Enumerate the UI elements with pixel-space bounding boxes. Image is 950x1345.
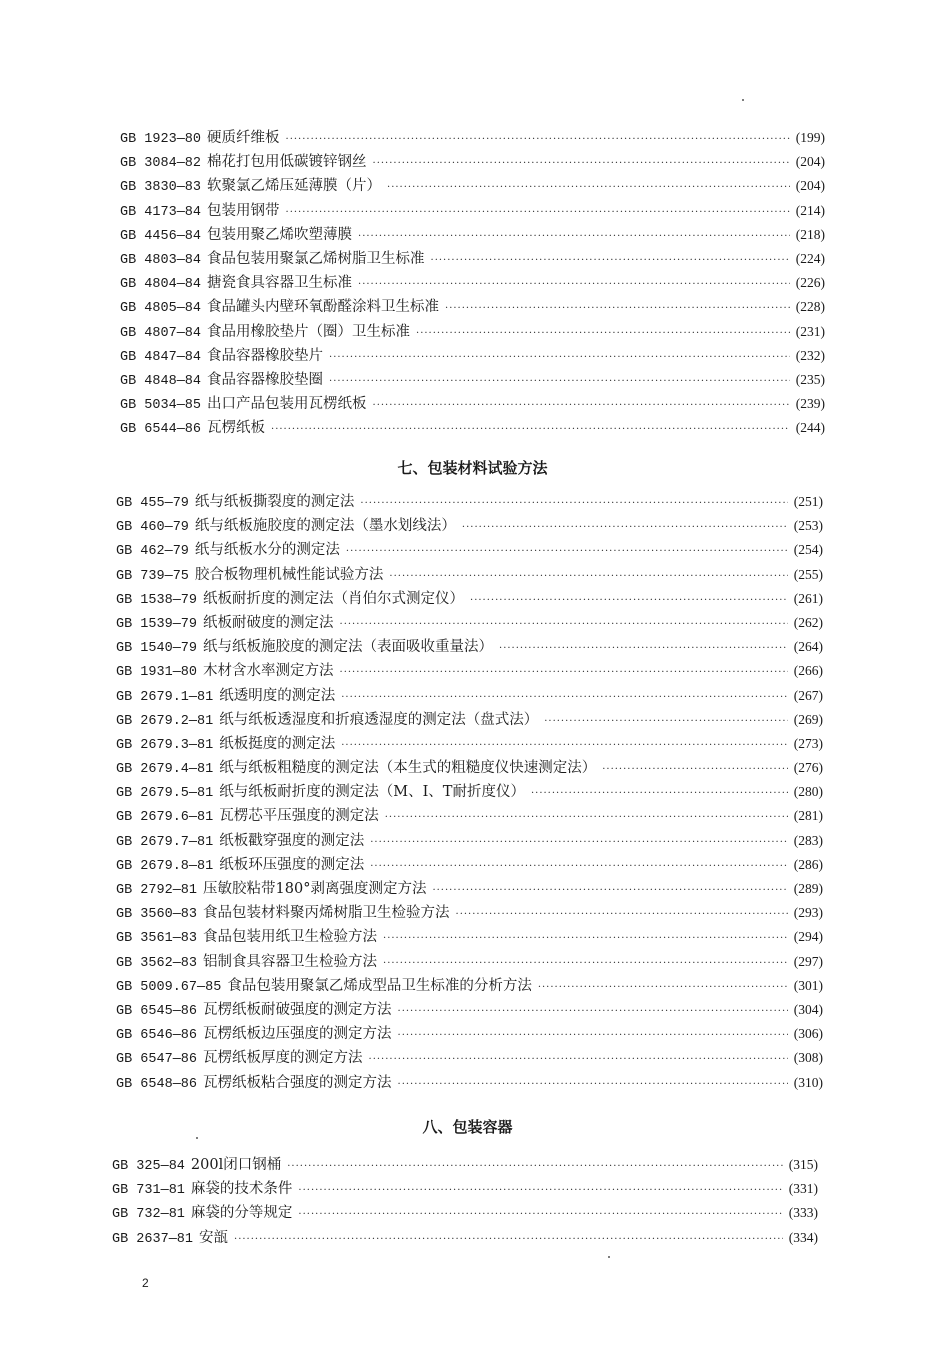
toc-section-seven xyxy=(116,490,823,1095)
entry-title: 纸板耐破度的测定法 xyxy=(203,614,334,631)
dot-leader xyxy=(470,589,788,613)
standard-code: GB 2679.2—81 xyxy=(116,713,214,729)
standard-code: GB 731—81 xyxy=(112,1183,185,1199)
page-reference: (218) xyxy=(795,226,825,242)
page-reference: (269) xyxy=(793,711,823,727)
toc-entry xyxy=(116,804,823,828)
dot-leader xyxy=(531,782,788,806)
dot-leader xyxy=(358,273,790,297)
toc-entry xyxy=(120,223,825,247)
standard-code: GB 4803—84 xyxy=(120,252,202,268)
page-reference: (294) xyxy=(793,929,823,945)
entry-title: 压敏胶粘带180°剥离强度测定方法 xyxy=(203,881,427,897)
entry-title: 纸与纸板耐折度的测定法（M、I、T耐折度仪） xyxy=(219,784,525,801)
toc-entry xyxy=(116,635,823,659)
entry-title: 铝制食具容器卫生检验方法 xyxy=(203,953,378,970)
entry-title: 棉花打包用低碳镀锌钢丝 xyxy=(207,154,367,171)
dot-leader xyxy=(234,1228,783,1252)
standard-code: GB 4456—84 xyxy=(120,228,202,244)
dot-leader xyxy=(298,1203,782,1227)
standard-code: GB 5034—85 xyxy=(120,398,202,414)
standard-code: GB 2679.3—81 xyxy=(116,737,214,753)
section-heading-eight: 八、包装容器 xyxy=(422,1118,513,1136)
standard-code: GB 2679.7—81 xyxy=(116,834,214,850)
standard-code: GB 5009.67—85 xyxy=(116,979,222,995)
standard-code: GB 455—79 xyxy=(116,496,189,511)
standard-code: GB 1539—79 xyxy=(116,616,198,632)
toc-entry xyxy=(116,514,823,538)
dot-leader xyxy=(346,540,788,564)
standard-code: GB 6548—86 xyxy=(116,1076,198,1092)
dot-leader xyxy=(341,734,788,758)
page-reference: (267) xyxy=(793,687,823,703)
entry-title: 纸与纸板撕裂度的测定法 xyxy=(194,494,355,510)
standard-code: GB 3560—83 xyxy=(116,907,198,923)
standard-code: GB 6544—86 xyxy=(120,422,202,438)
entry-title: 软聚氯乙烯压延薄膜（片） xyxy=(207,178,382,195)
page-reference: (308) xyxy=(793,1050,823,1066)
toc-entry xyxy=(112,1177,818,1201)
dot-leader xyxy=(373,152,790,176)
section-heading-seven: 七、包装材料试验方法 xyxy=(397,459,548,477)
page-reference: (228) xyxy=(795,299,825,315)
toc-entry xyxy=(116,732,823,756)
dot-leader xyxy=(416,322,790,346)
toc-entry xyxy=(116,659,823,683)
toc-entry xyxy=(116,998,823,1022)
page-reference: (266) xyxy=(793,663,823,679)
dot-leader xyxy=(544,710,788,734)
toc-entry xyxy=(116,708,823,732)
toc-entry xyxy=(112,1201,818,1225)
dot-leader xyxy=(398,1000,788,1024)
page-reference: (315) xyxy=(788,1157,818,1172)
page-reference: (304) xyxy=(793,1001,823,1017)
entry-title: 纸板环压强度的测定法 xyxy=(219,856,365,873)
page-reference: (289) xyxy=(793,881,823,896)
standard-code: GB 3084—82 xyxy=(120,156,202,172)
standard-code: GB 4805—84 xyxy=(120,301,202,317)
page-reference: (232) xyxy=(795,347,825,363)
standard-code: GB 4173—84 xyxy=(120,204,202,220)
standard-code: GB 4804—84 xyxy=(120,277,202,293)
dot-leader xyxy=(286,201,790,225)
page-reference: (264) xyxy=(793,639,823,655)
page-reference: (331) xyxy=(788,1181,818,1197)
entry-title: 包装用聚乙烯吹塑薄膜 xyxy=(207,226,353,243)
standard-code: GB 2679.5—81 xyxy=(116,786,214,802)
entry-title: 食品包装材料聚丙烯树脂卫生检验方法 xyxy=(203,905,450,922)
entry-title: 出口产品包装用瓦楞纸板 xyxy=(207,396,367,413)
dot-leader xyxy=(383,927,788,951)
toc-entry xyxy=(116,1022,823,1046)
toc-entry xyxy=(116,925,823,949)
page-reference: (214) xyxy=(795,202,825,218)
toc-entry xyxy=(116,901,823,925)
page-reference: (239) xyxy=(795,396,825,412)
dot-leader xyxy=(358,225,790,249)
page-reference: (255) xyxy=(793,566,823,582)
dot-leader xyxy=(499,637,788,661)
dot-leader xyxy=(432,879,787,903)
dot-leader xyxy=(456,903,788,927)
entry-title: 瓦楞纸板耐破强度的测定方法 xyxy=(203,1001,392,1018)
toc-entry xyxy=(120,416,825,440)
toc-entry xyxy=(112,1226,818,1250)
dot-leader xyxy=(286,128,790,152)
entry-title: 纸板挺度的测定法 xyxy=(219,735,336,752)
entry-title: 食品容器橡胶垫片 xyxy=(207,347,324,364)
entry-title: 瓦楞纸板粘合强度的测定方法 xyxy=(203,1074,392,1091)
page-reference: (224) xyxy=(795,250,825,266)
entry-title: 麻袋的技术条件 xyxy=(190,1181,293,1198)
toc-entry xyxy=(120,368,825,392)
entry-title: 麻袋的分等规定 xyxy=(190,1205,293,1222)
toc-entry xyxy=(120,150,825,174)
dot-leader xyxy=(360,492,787,516)
toc-entry xyxy=(120,344,825,368)
dot-leader xyxy=(329,370,790,394)
page-reference: (261) xyxy=(793,590,823,606)
standard-code: GB 6545—86 xyxy=(116,1003,198,1019)
dot-leader xyxy=(271,418,790,442)
toc-entry xyxy=(120,247,825,271)
toc-entry xyxy=(116,538,823,562)
page-reference: (204) xyxy=(795,154,825,170)
dot-leader xyxy=(373,394,790,418)
dot-leader xyxy=(538,976,788,1000)
entry-title: 食品包装用聚氯乙烯成型品卫生标准的分析方法 xyxy=(227,977,532,994)
standard-code: GB 2679.4—81 xyxy=(116,762,214,778)
dot-leader xyxy=(602,758,788,782)
dot-leader xyxy=(383,952,788,976)
dot-leader xyxy=(445,297,790,321)
page-reference: (301) xyxy=(793,977,823,993)
page-reference: (280) xyxy=(793,784,823,800)
entry-title: 纸与纸板水分的测定法 xyxy=(194,542,340,559)
dot-leader xyxy=(340,613,788,637)
entry-title: 纸透明度的测定法 xyxy=(219,687,336,704)
entry-title: 硬质纤维板 xyxy=(207,130,280,146)
dot-leader xyxy=(389,565,787,589)
page-reference: (204) xyxy=(795,178,825,194)
entry-title: 食品包装用聚氯乙烯树脂卫生标准 xyxy=(207,250,425,267)
dot-leader xyxy=(287,1155,783,1179)
entry-title: 纸板戳穿强度的测定法 xyxy=(219,832,365,849)
entry-title: 瓦楞芯平压强度的测定法 xyxy=(219,808,379,825)
standard-code: GB 3561—83 xyxy=(116,931,198,947)
toc-entry xyxy=(116,684,823,708)
toc-entry xyxy=(120,174,825,198)
page-reference: (283) xyxy=(793,832,823,848)
toc-entry xyxy=(116,950,823,974)
standard-code: GB 732—81 xyxy=(112,1207,185,1223)
page-reference: (310) xyxy=(793,1074,823,1090)
page-reference: (251) xyxy=(793,494,823,509)
dot-leader xyxy=(431,249,790,273)
dot-leader xyxy=(340,661,788,685)
standard-code: GB 4848—84 xyxy=(120,373,202,389)
toc-entry xyxy=(116,829,823,853)
standard-code: GB 4807—84 xyxy=(120,325,202,341)
page-reference: (254) xyxy=(793,542,823,558)
toc-entry xyxy=(120,295,825,319)
entry-title: 木材含水率测定方法 xyxy=(203,663,334,680)
dot-leader xyxy=(385,806,788,830)
dot-leader xyxy=(298,1179,782,1203)
standard-code: GB 3562—83 xyxy=(116,955,198,971)
page-reference: (297) xyxy=(793,953,823,969)
page-reference: (333) xyxy=(788,1205,818,1221)
dot-leader xyxy=(462,516,788,540)
entry-title: 胶合板物理机械性能试验方法 xyxy=(194,566,384,583)
page-reference: (244) xyxy=(795,420,825,436)
page-reference: (293) xyxy=(793,905,823,921)
toc-entry xyxy=(116,974,823,998)
page-reference: (262) xyxy=(793,614,823,630)
standard-code: GB 6546—86 xyxy=(116,1028,198,1044)
toc-entry xyxy=(120,392,825,416)
page-reference: (253) xyxy=(793,518,823,534)
toc-entry xyxy=(116,611,823,635)
scan-speck xyxy=(608,1256,610,1258)
toc-entry xyxy=(116,563,823,587)
page-reference: (306) xyxy=(793,1026,823,1042)
dot-leader xyxy=(387,176,790,200)
page-reference: (199) xyxy=(795,130,825,145)
entry-title: 纸板耐折度的测定法（肖伯尔式测定仪） xyxy=(203,590,465,607)
entry-title: 瓦楞纸板厚度的测定方法 xyxy=(203,1050,363,1067)
page-reference: (286) xyxy=(793,856,823,872)
standard-code: GB 3830—83 xyxy=(120,180,202,196)
page-reference: (276) xyxy=(793,760,823,776)
toc-entry xyxy=(116,587,823,611)
toc-entry xyxy=(120,199,825,223)
entry-title: 食品包装用纸卫生检验方法 xyxy=(203,929,378,946)
toc-entry xyxy=(112,1153,818,1177)
page-reference: (235) xyxy=(795,371,825,387)
standard-code: GB 2792—81 xyxy=(116,883,198,898)
standard-code: GB 6547—86 xyxy=(116,1052,198,1068)
toc-entry xyxy=(120,126,825,150)
toc-entry xyxy=(116,490,823,514)
toc-entry xyxy=(116,756,823,780)
standard-code: GB 1540—79 xyxy=(116,641,198,657)
toc-entry xyxy=(116,1046,823,1070)
standard-code: GB 2679.6—81 xyxy=(116,810,214,826)
dot-leader xyxy=(398,1024,788,1048)
entry-title: 纸与纸板施胶度的测定法（墨水划线法） xyxy=(194,518,456,535)
toc-entry xyxy=(116,780,823,804)
page-reference: (231) xyxy=(795,323,825,339)
entry-title: 食品罐头内壁环氧酚醛涂料卫生标准 xyxy=(207,299,440,316)
toc-section-eight xyxy=(112,1153,818,1250)
standard-code: GB 2637—81 xyxy=(112,1231,194,1247)
entry-title: 200l闭口钢桶 xyxy=(190,1157,282,1173)
scan-speck xyxy=(742,99,744,101)
entry-title: 搪瓷食具容器卫生标准 xyxy=(207,275,353,292)
dot-leader xyxy=(341,686,788,710)
toc-entry xyxy=(120,320,825,344)
entry-title: 安瓿 xyxy=(199,1229,229,1246)
entry-title: 瓦楞纸板边压强度的测定方法 xyxy=(203,1026,392,1043)
entry-title: 瓦楞纸板 xyxy=(207,420,266,437)
standard-code: GB 462—79 xyxy=(116,544,189,560)
standard-code: GB 1923—80 xyxy=(120,132,202,147)
standard-code: GB 2679.1—81 xyxy=(116,689,214,705)
page-reference: (334) xyxy=(788,1229,818,1245)
entry-title: 纸与纸板施胶度的测定法（表面吸收重量法） xyxy=(203,639,494,656)
dot-leader xyxy=(398,1073,788,1097)
dot-leader xyxy=(370,855,788,879)
standard-code: GB 1538—79 xyxy=(116,592,198,608)
toc-entry xyxy=(116,853,823,877)
entry-title: 纸与纸板粗糙度的测定法（本生式的粗糙度仪快速测定法） xyxy=(219,760,597,777)
toc-section-continued xyxy=(120,126,825,440)
standard-code: GB 325—84 xyxy=(112,1159,185,1174)
scan-speck xyxy=(196,1137,198,1139)
standard-code: GB 2679.8—81 xyxy=(116,858,214,874)
entry-title: 食品用橡胶垫片（圈）卫生标准 xyxy=(207,323,411,340)
page-number: 2 xyxy=(142,1276,149,1290)
standard-code: GB 460—79 xyxy=(116,520,189,536)
page-reference: (273) xyxy=(793,735,823,751)
dot-leader xyxy=(370,831,788,855)
toc-entry xyxy=(116,877,823,901)
page-reference: (226) xyxy=(795,275,825,291)
standard-code: GB 1931—80 xyxy=(116,665,198,681)
toc-entry xyxy=(116,1071,823,1095)
dot-leader xyxy=(329,346,790,370)
standard-code: GB 739—75 xyxy=(116,568,189,584)
toc-entry xyxy=(120,271,825,295)
standard-code: GB 4847—84 xyxy=(120,349,202,365)
entry-title: 食品容器橡胶垫圈 xyxy=(207,371,324,388)
entry-title: 纸与纸板透湿度和折痕透湿度的测定法（盘式法） xyxy=(219,711,539,728)
entry-title: 包装用钢带 xyxy=(207,202,280,219)
page-reference: (281) xyxy=(793,808,823,824)
dot-leader xyxy=(369,1048,788,1072)
